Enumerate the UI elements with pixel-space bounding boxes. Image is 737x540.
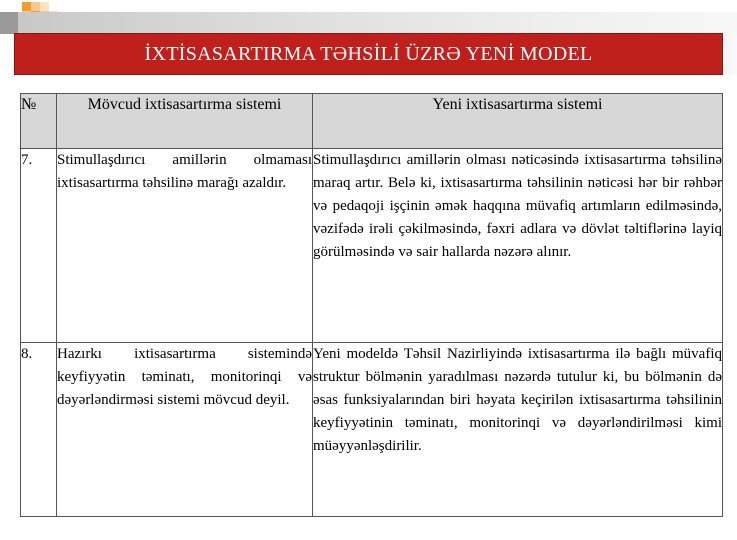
header-current-system: Mövcud ixtisasartırma sistemi (57, 94, 313, 149)
row-number: 8. (21, 343, 57, 517)
table-header-row (21, 94, 723, 149)
header-strip-left (0, 12, 18, 34)
header-number: № (21, 94, 57, 149)
comparison-table (20, 93, 723, 517)
row-number: 7. (21, 149, 57, 343)
current-system-cell: Hazırkı ixtisasartırma sistemində keyfiyyətin təminatı, monitorinqi və dəyərləndirməsi sistemi mövcud deyil. (57, 343, 313, 517)
header-strip (18, 12, 737, 34)
new-system-cell: Stimullaşdırıcı amillərin olması nəticəsində ixtisasartırma təhsilinə maraq artır. Belə ki, ixtisasartırma təhsilinin nəticəsi hər bir rəhbər və pedaqoji işçinin əmək haqqına müvafiq artımların edilməsində, vəzifədə irəli çəkilməsində, fəxri adlara və dövlət təltiflərinə layiq görülməsində və sair hallarda nəzərə alınır. (313, 149, 723, 343)
banner-edge (723, 33, 737, 75)
slide-title: İXTİSASARTIRMA TƏHSİLİ ÜZRƏ YENİ MODEL (144, 42, 593, 65)
new-system-cell: Yeni modeldə Təhsil Nazirliyində ixtisasartırma ilə bağlı müvafiq struktur bölmənin yaradılması nəzərdə tutulur ki, bu bölmənin də əsas funksiyalarından biri həyata keçirilən ixtisasartırma təhsilinin keyfiyyətinin təminatı, monitorinqi və dəyərləndirilməsi kimi müəyyənləşdirilir. (313, 343, 723, 517)
table-row (21, 343, 723, 517)
current-system-cell: Stimullaşdırıcı amillərin olmaması ixtisasartırma təhsilinə marağı azaldır. (57, 149, 313, 343)
title-banner (14, 33, 723, 75)
header-new-system: Yeni ixtisasartırma sistemi (313, 94, 723, 149)
table-row (21, 149, 723, 343)
